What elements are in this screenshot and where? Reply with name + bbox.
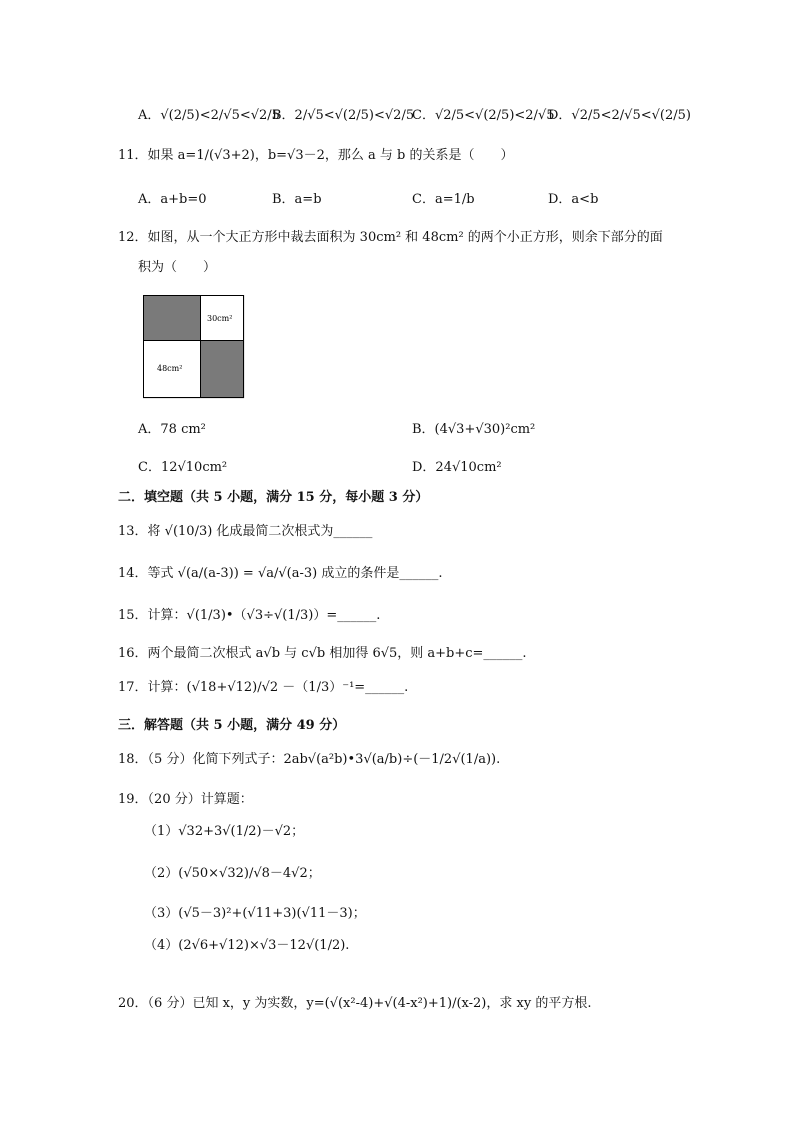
q11-option-b: B．a=b bbox=[272, 192, 322, 207]
q19-part-3: （3）(√5－3)²+(√11+3)(√11－3)； bbox=[144, 906, 366, 921]
q19-part-4: （4）(2√6+√12)×√3－12√(1/2). bbox=[144, 938, 350, 953]
figure-label-30: 30cm² bbox=[207, 314, 233, 323]
q10-option-a: A．√(2/5)<2/√5<√2/5 bbox=[138, 108, 280, 123]
q13: 13．将 √(10/3) 化成最简二次根式为______ bbox=[118, 524, 373, 539]
q12-option-a: A．78 cm² bbox=[138, 422, 206, 437]
q11-option-a: A．a+b=0 bbox=[138, 192, 207, 207]
q12-option-b: B．(4√3+√30)²cm² bbox=[412, 422, 536, 437]
section-2-heading: 二．填空题（共 5 小题，满分 15 分，每小题 3 分） bbox=[118, 490, 429, 505]
q12-option-c: C．12√10cm² bbox=[138, 460, 228, 475]
q11-option-d: D．a<b bbox=[548, 192, 599, 207]
q12-figure-squares bbox=[143, 295, 245, 399]
section-3-heading: 三．解答题（共 5 小题，满分 49 分） bbox=[118, 718, 346, 733]
q19-part-2: （2）(√50×√32)/√8－4√2； bbox=[144, 866, 321, 881]
q18: 18．（5 分）化简下列式子：2ab√(a²b)•3√(a/b)÷(－1/2√(1/a)). bbox=[118, 752, 501, 767]
figure-label-48: 48cm² bbox=[157, 364, 183, 373]
q10-option-c: C．√2/5<√(2/5)<2/√5 bbox=[412, 108, 555, 123]
q17: 17．计算：(√18+√12)/√2 －（1/3）⁻¹=______. bbox=[118, 680, 409, 695]
q12-option-d: D．24√10cm² bbox=[412, 460, 502, 475]
figure-shaded-bottom-right bbox=[201, 341, 244, 398]
q19-part-1: （1）√32+3√(1/2)－√2； bbox=[144, 824, 305, 839]
q11-option-c: C．a=1/b bbox=[412, 192, 475, 207]
q16: 16．两个最简二次根式 a√b 与 c√b 相加得 6√5，则 a+b+c=______. bbox=[118, 646, 527, 661]
q11-stem: 11．如果 a=1/(√3+2)，b=√3－2，那么 a 与 b 的关系是（ ） bbox=[118, 148, 514, 163]
q12-stem-line-1: 12．如图，从一个大正方形中裁去面积为 30cm² 和 48cm² 的两个小正方形，则余下部分的面 bbox=[118, 230, 663, 245]
q10-option-d: D．√2/5<2/√5<√(2/5) bbox=[548, 108, 691, 123]
q12-stem-line-2: 积为（ ） bbox=[138, 260, 217, 275]
q19-stem: 19．（20 分）计算题： bbox=[118, 792, 253, 807]
q20: 20．（6 分）已知 x，y 为实数，y=(√(x²-4)+√(4-x²)+1)/(x-2)，求 xy 的平方根. bbox=[118, 996, 592, 1011]
q10-option-b: B．2/√5<√(2/5)<√2/5 bbox=[272, 108, 415, 123]
q15: 15．计算：√(1/3)•（√3÷√(1/3)）=______. bbox=[118, 608, 381, 623]
figure-shaded-top-left bbox=[144, 296, 201, 341]
q14: 14．等式 √(a/(a-3)) = √a/√(a-3) 成立的条件是______. bbox=[118, 566, 443, 581]
